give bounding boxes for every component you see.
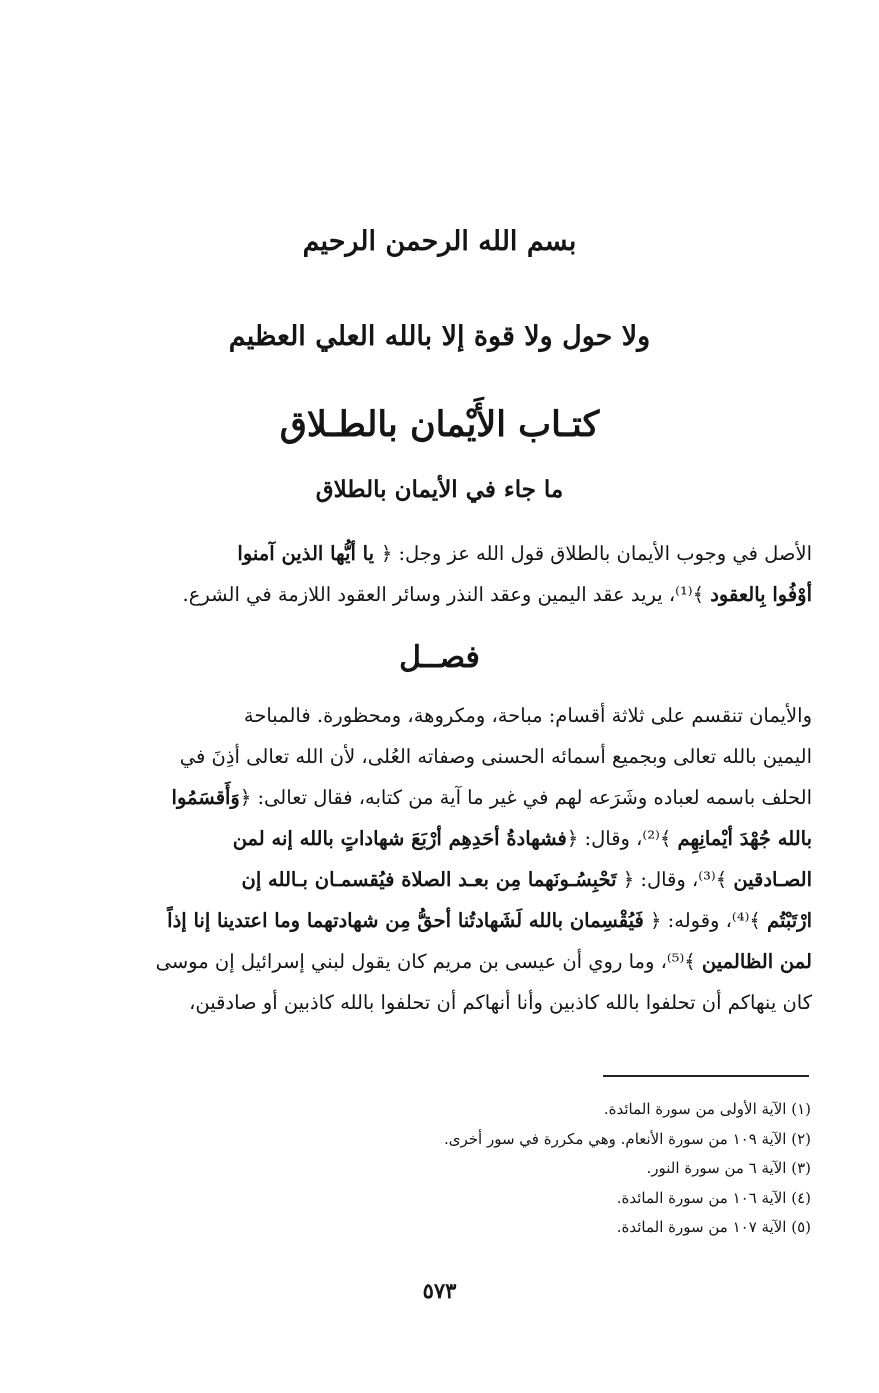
footnote: (٣) الآية ٦ من سورة النور.	[646, 1159, 811, 1177]
footnote: (١) الآية الأولى من سورة المائدة.	[603, 1100, 811, 1118]
quran-quote: وَأَقسَمُوا	[171, 786, 240, 809]
text-line	[94, 900, 812, 941]
text-run: ﴾⁽⁵⁾، وما روي أن عيسى بن مريم كان يقول لبني إسرائيل إن موسى	[155, 950, 702, 973]
text-line	[94, 859, 812, 900]
text-run: ﴾⁽³⁾، وقال: ﴿	[616, 868, 734, 891]
intro-paragraph	[94, 533, 812, 615]
footnote: (٤) الآية ١٠٦ من سورة المائدة.	[616, 1188, 811, 1207]
quran-quote: تَحْبِسُـونَهما مِن بعـد الصلاة فيُقسمـان بـالله إن	[241, 868, 617, 891]
text-line	[94, 777, 812, 818]
section-title: فصــل	[399, 640, 480, 675]
text-run: الحلف باسمه لعباده وشَرَعه لهم في غير ما آية من كتابه، فقال تعالى: ﴿	[239, 786, 812, 809]
hawqala-heading: ولا حول ولا قوة إلا بالله العلي العظيم	[228, 321, 651, 352]
main-paragraph	[94, 695, 812, 1023]
text-line	[94, 941, 812, 982]
quran-quote: بالله جُهْدَ أيْمانِهِم	[677, 827, 812, 850]
footnote: (٢) الآية ١٠٩ من سورة الأنعام. وهي مكررة في سور أخرى.	[443, 1129, 811, 1148]
footnotes	[211, 1095, 811, 1243]
text-line: كان ينهاكم أن تحلفوا بالله كاذبين وأنا أنهاكم أن تحلفوا بالله كاذبين أو صادقين،	[189, 991, 812, 1014]
text-run: ﴾⁽¹⁾، يريد عقد اليمين وعقد النذر وسائر العقود اللازمة في الشرع.	[182, 583, 711, 606]
quran-quote: فَيُقْسِمان بالله لَشَهادتُنا أحقُّ مِن شهادتهما وما اعتدينا إنا إذاً	[167, 909, 644, 932]
quran-quote: ارْتَبْتُم	[766, 909, 812, 932]
chapter-title: ما جاء في الأيمان بالطلاق	[315, 476, 564, 503]
quran-quote: الصـادقين	[733, 868, 812, 891]
text-line	[94, 818, 812, 859]
quran-quote: فشهادةُ أحَدِهِم أرْبَعَ شهاداتٍ بالله إنه لمن	[232, 827, 567, 850]
quran-quote: لمن الظالمين	[701, 950, 812, 973]
book-title: كتـاب الأَيْمان بالطـلاق	[279, 404, 600, 445]
text-line: اليمين بالله تعالى وبجميع أسمائه الحسنى وصفاته العُلى، لأن الله تعالى أذِنَ في	[179, 745, 812, 768]
text-line	[94, 574, 812, 615]
text-line	[94, 533, 812, 574]
quran-quote: أوْفُوا بِالعقود	[710, 583, 812, 606]
quran-quote: يا أيُّها الذين آمنوا	[237, 542, 381, 565]
footnote-divider	[603, 1075, 809, 1077]
text-line: والأيمان تنقسم على ثلاثة أقسام: مباحة، ومكروهة، ومحظورة. فالمباحة	[243, 704, 812, 727]
page-number: ٥٧٣	[422, 1278, 457, 1303]
basmala-heading: بسم الله الرحمن الرحيم	[302, 226, 577, 257]
text-run: الأصل في وجوب الأيمان بالطلاق قول الله عز وجل: ﴿	[380, 542, 812, 565]
text-run: ﴾⁽⁴⁾، وقوله: ﴿	[643, 909, 767, 932]
footnote: (٥) الآية ١٠٧ من سورة المائدة.	[616, 1218, 811, 1236]
text-run: ﴾⁽²⁾، وقال: ﴿	[566, 827, 678, 850]
